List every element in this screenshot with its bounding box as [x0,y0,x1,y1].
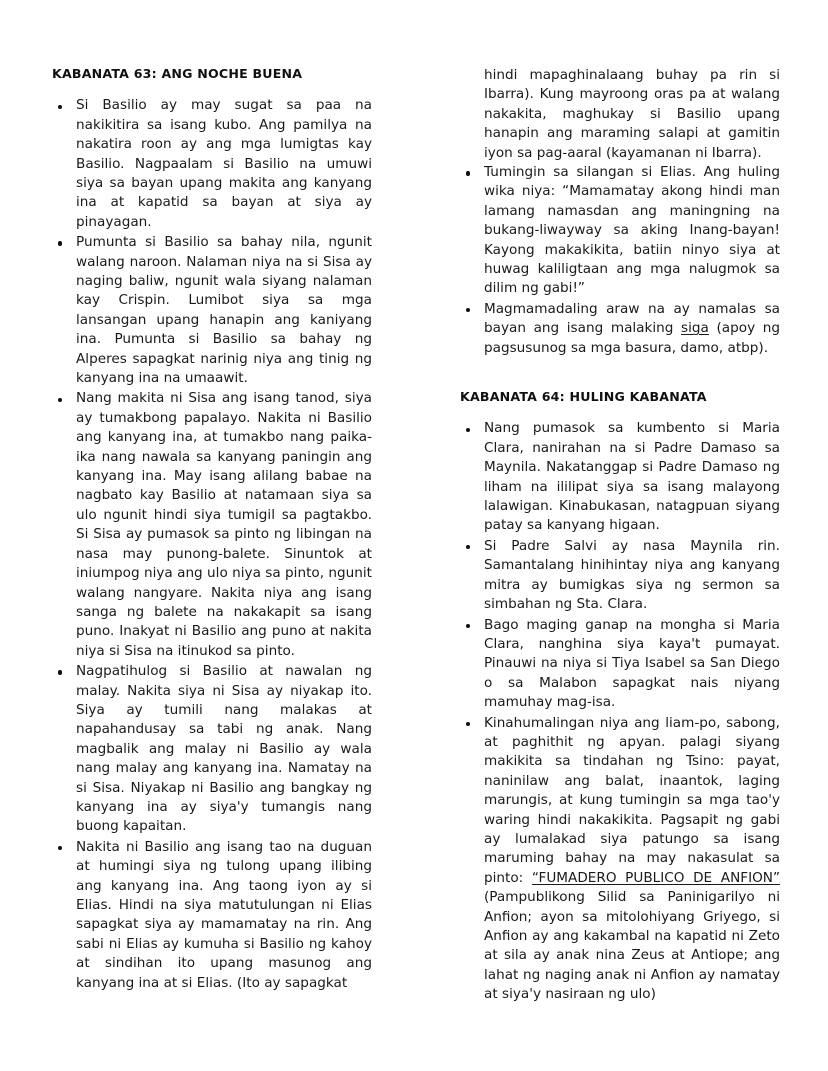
heading-spacer [460,359,780,369]
chapter-64-bullet-list [460,419,780,1004]
list-item [460,419,780,535]
list-item: Pumunta si Basilio sa bahay nila, ngunit walang naroon. Nalaman niya na si Sisa ay naging baliw, ngunit wala siyang nalaman kay Crispin. Lumibot siya sa mga lansangan upang hanapin ang kaniyang ina. Pumunta si Basilio sa bahay ng Alperes sapagkat narinig niya ang tinig ng kanyang ina na umaawit. [52,233,372,388]
list-item: Nagpatihulog si Basilio at nawalan ng malay. Nakita siya ni Sisa ay niyakap ito. Siya ay tumili nang malakas at napahandusay sa tabi ng anak. Nang magbalik ang malay ni Basilio ay wala nang malay ang kanyang ina. Namatay na si Sisa. Niyakap ni Basilio ang bangkay ng kanyang ina ay siya'y tumangis nang buong kapaitan. [52,662,372,837]
underlined-term: siga [681,320,709,337]
list-item: Si Basilio ay may sugat sa paa na nakikitira sa isang kubo. Ang pamilya na nakatira roon ay ang mga lumigtas kay Basilio. Nagpaalam si Basilio na umuwi siya sa bayan upang makita ang kanyang ina at kapatid sa bayan at siya ay pinayagan. [52,96,372,232]
list-item: Nang makita ni Sisa ang isang tanod, siya ay tumakbong papalayo. Nakita ni Basilio ang kanyang ina, at tumakbo nang paika-ika nang nawala sa kanyang paningin ang kanyang ina. May isang alilang babae na nagbato kay Basilio at natamaan siya sa ulo ngunit hindi siya tumigil sa pagtakbo. Si Sisa ay pumasok sa pinto ng libingan na nasa may punong-balete. Sinuntok at iniumpog niya ang ulo niya sa pinto, ngunit walang nangyare. Nakita niya ang isang sanga ng balete na nakakapit sa isang puno. Inakyat ni Basilio ang puno at nakita niya si Sisa na itinukod sa pinto. [52,389,372,661]
list-item: Nakita ni Basilio ang isang tao na duguan at humingi siya ng tulong upang ilibing ang kanyang ina. Ang taong iyon ay si Elias. Hindi na siya matutulungan ni Elias sapagkat siya ay mamamatay na rin. Ang sabi ni Elias ay kumuha si Basilio ng kahoy at sindihan ito upang masunog ang kanyang ina at si Elias. (Ito ay sapagkat [52,838,372,993]
list-item-text: Nang pumasok sa kumbento si Maria Clara, nanirahan na si Padre Damaso sa Maynila. Nakatanggap si Padre Damaso ng liham na ililipat siya sa isang malayong lalawigan. Kinabukasan, natagpuan siyang patay sa kanyang higaan. [484,420,780,534]
list-item-text: Magmamadaling araw na ay namalas sa bayan ang isang malaking [484,300,780,337]
left-column [52,66,372,1026]
list-item [460,163,780,299]
list-item [460,714,780,1005]
list-item-text: (apoy ng pagsusunog sa mga basura, damo, atbp). [484,320,780,356]
underlined-term: “FUMADERO PUBLICO DE ANFION” [531,869,780,886]
list-item-text: Si Padre Salvi ay nasa Maynila rin. Samantalang hinihintay niya ang kanyang mitra ay bumigkas siya ng sermon sa simbahan ng Sta. Clara. [484,537,780,613]
chapter-63-bullet-list-continued [460,163,780,358]
list-item-text: Tumingin sa silangan si Elias. Ang huling wika niya: “Mamamatay akong hindi man lamang namasdan ang maningning na bukang-liwayway sa aking Inang-bayan! Kayong makakikita, batiin ninyo siya at huwag kaliligtaan ang mga nalugmok sa dilim ng gabi!” [484,164,780,297]
list-item-text: Kinahumalingan niya ang liam-po, sabong, at paghithit ng apyan. palagi siyang makikita sa tindahan ng Tsino: payat, naninilaw ang balat, inaantok, laging marungis, at kung tumingin sa mga tao'y waring hindi nakakikita. Pagsapit ng gabi ay lumalakad siya patungo sa isang maruming bahay na may nakasulat sa pinto: [484,714,780,886]
list-item [460,537,780,615]
chapter-63-heading: KABANATA 63: ANG NOCHE BUENA [52,66,303,81]
right-column [460,66,780,1026]
list-item-text: (Pampublikong Silid sa Paninigarilyo ni Anfion; ayon sa mitolohiyang Griyego, si Anfion ay ang kakambal na kapatid ni Zeto at sila ay anak nina Zeus at Antiope; ang lahat ng naging anak ni Anfion ay namatay at siya'y nasiraan ng ulo) [484,889,780,1003]
list-item-text: Bago maging ganap na mongha si Maria Clara, nanghina siya kaya't pumayat. Pinauwi na niya si Tiya Isabel sa San Diego o sa Malabon sapagkat nais niyang mamuhay mag-isa. [484,616,780,711]
list-item [460,616,780,713]
chapter-64-heading: KABANATA 64: HULING KABANATA [460,389,707,405]
chapter-63-continuation-paragraph: hindi mapaghinalaang buhay pa rin si Ibarra). Kung mayroong oras pa at walang nakakita, maghukay si Basilio upang hanapin ang maraming salapi at gamitin iyon sa pag-aaral (kayamanan ni Ibarra). [484,67,780,161]
two-column-body [52,66,780,1026]
chapter-63-bullet-list [52,96,372,993]
list-item [460,300,780,358]
